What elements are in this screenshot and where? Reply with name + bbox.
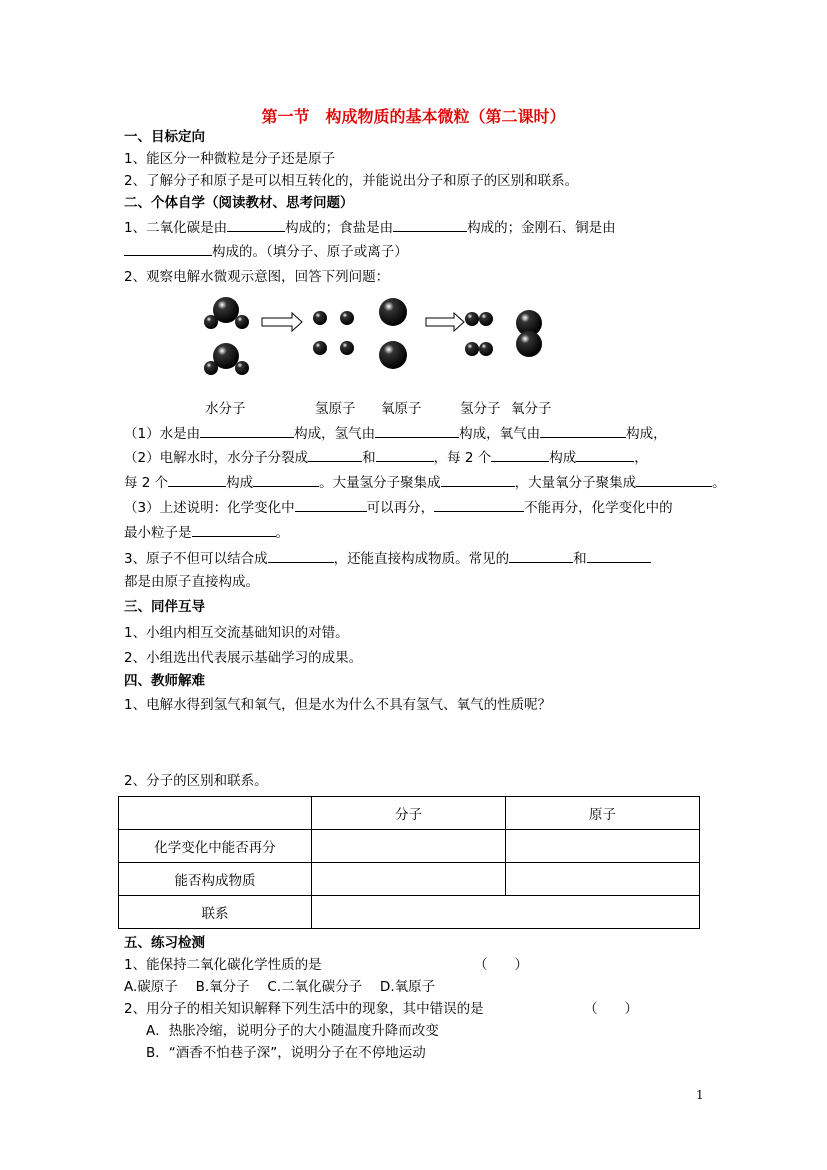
peer-line-2: 2、小组选出代表展示基础学习的成果。 [124,650,363,666]
comparison-table [118,796,700,929]
oxygen-molecule [516,310,542,357]
part-3-line-1: （3）上述说明：化学变化中 可以再分， 不能再分，化学变化中的 [124,500,673,516]
part-2-line-1: （2）电解水时，水分子分裂成 和 ，每 2 个 构成 ， [124,450,648,466]
table-cell [312,863,506,896]
water-molecule [204,343,249,375]
goal-line-1: 1、能区分一种微粒是分子还是原子 [124,151,336,167]
goal-line-2: 2、了解分子和原子是可以相互转化的，并能说出分子和原子的区别和联系。 [124,173,579,189]
label-hydrogen-atom: 氢原子 [315,401,356,417]
table-cell [505,863,699,896]
table-cell [119,797,312,830]
table-cell [505,830,699,863]
label-hydrogen-molecule: 氢分子 [460,401,501,417]
table-row-label: 化学变化中能否再分 [119,830,312,863]
exercise-2-answer-paren: （ ） [584,1001,638,1017]
section3-heading: 三、同伴互导 [124,599,205,615]
hydrogen-atoms [313,311,354,355]
part-3-line-2: 最小粒子是 。 [124,525,289,541]
part-1: （1）水是由 构成，氢气由 构成，氧气由 构成， [124,426,667,442]
table-header-atom: 原子 [505,797,699,830]
page-title: 第一节 构成物质的基本微粒（第二课时） [261,107,566,126]
exercise-2-option-b: B．“酒香不怕巷子深”，说明分子在不停地运动 [146,1045,426,1061]
table-row-label: 联系 [119,896,312,929]
oxygen-atoms [379,298,407,369]
table-row [119,863,700,896]
table-row [119,896,700,929]
page-number: 1 [696,1088,704,1102]
peer-line-1: 1、小组内相互交流基础知识的对错。 [124,625,349,641]
hydrogen-molecules [465,312,493,356]
arrow-icon [262,313,302,331]
teacher-question-2: 2、分子的区别和联系。 [124,773,268,789]
label-oxygen-atom: 氧原子 [381,401,422,417]
table-cell [312,896,700,929]
arrow-icon [426,313,464,331]
table-row [119,830,700,863]
part-2-line-2: 每 2 个 构成 。大量氢分子聚集成 ，大量氧分子聚集成 。 [124,475,726,491]
teacher-question-1: 1、电解水得到氢气和氧气，但是水为什么不具有氢气、氧气的性质呢？ [124,697,552,713]
question-1-line-2: 构成的。（填分子、原子或离子） [124,242,408,261]
label-water-molecule: 水分子 [205,401,246,417]
table-header-molecule: 分子 [312,797,506,830]
electrolysis-diagram [0,0,827,400]
exercise-2: 2、用分子的相关知识解释下列生活中的现象，其中错误的是 [124,1001,484,1017]
section1-heading: 一、目标定向 [124,129,205,145]
question-3-line-2: 都是由原子直接构成。 [124,574,259,590]
section5-heading: 五、练习检测 [124,935,205,951]
question-1-line-1: 1、二氧化碳是由 构成的；食盐是由 构成的；金刚石、铜是由 [124,220,616,236]
question-2: 2、观察电解水微观示意图，回答下列问题： [124,269,390,285]
table-cell [312,830,506,863]
exercise-1-answer-paren: （ ） [474,957,528,973]
section4-heading: 四、教师解难 [124,673,205,689]
section2-heading: 二、个体自学（阅读教材、思考问题） [124,195,354,211]
exercise-2-option-a: A．热胀冷缩，说明分子的大小随温度升降而改变 [146,1023,439,1039]
exercise-1-options: A.碳原子 B.氧分子 C.二氧化碳分子 D.氧原子 [124,979,436,995]
table-row-label: 能否构成物质 [119,863,312,896]
question-3-line-1: 3、原子不但可以结合成 ，还能直接构成物质。常见的 和 [124,549,651,568]
table-row [119,797,700,830]
exercise-1: 1、能保持二氧化碳化学性质的是 [124,957,322,973]
water-molecule [204,297,249,329]
label-oxygen-molecule: 氧分子 [511,401,552,417]
